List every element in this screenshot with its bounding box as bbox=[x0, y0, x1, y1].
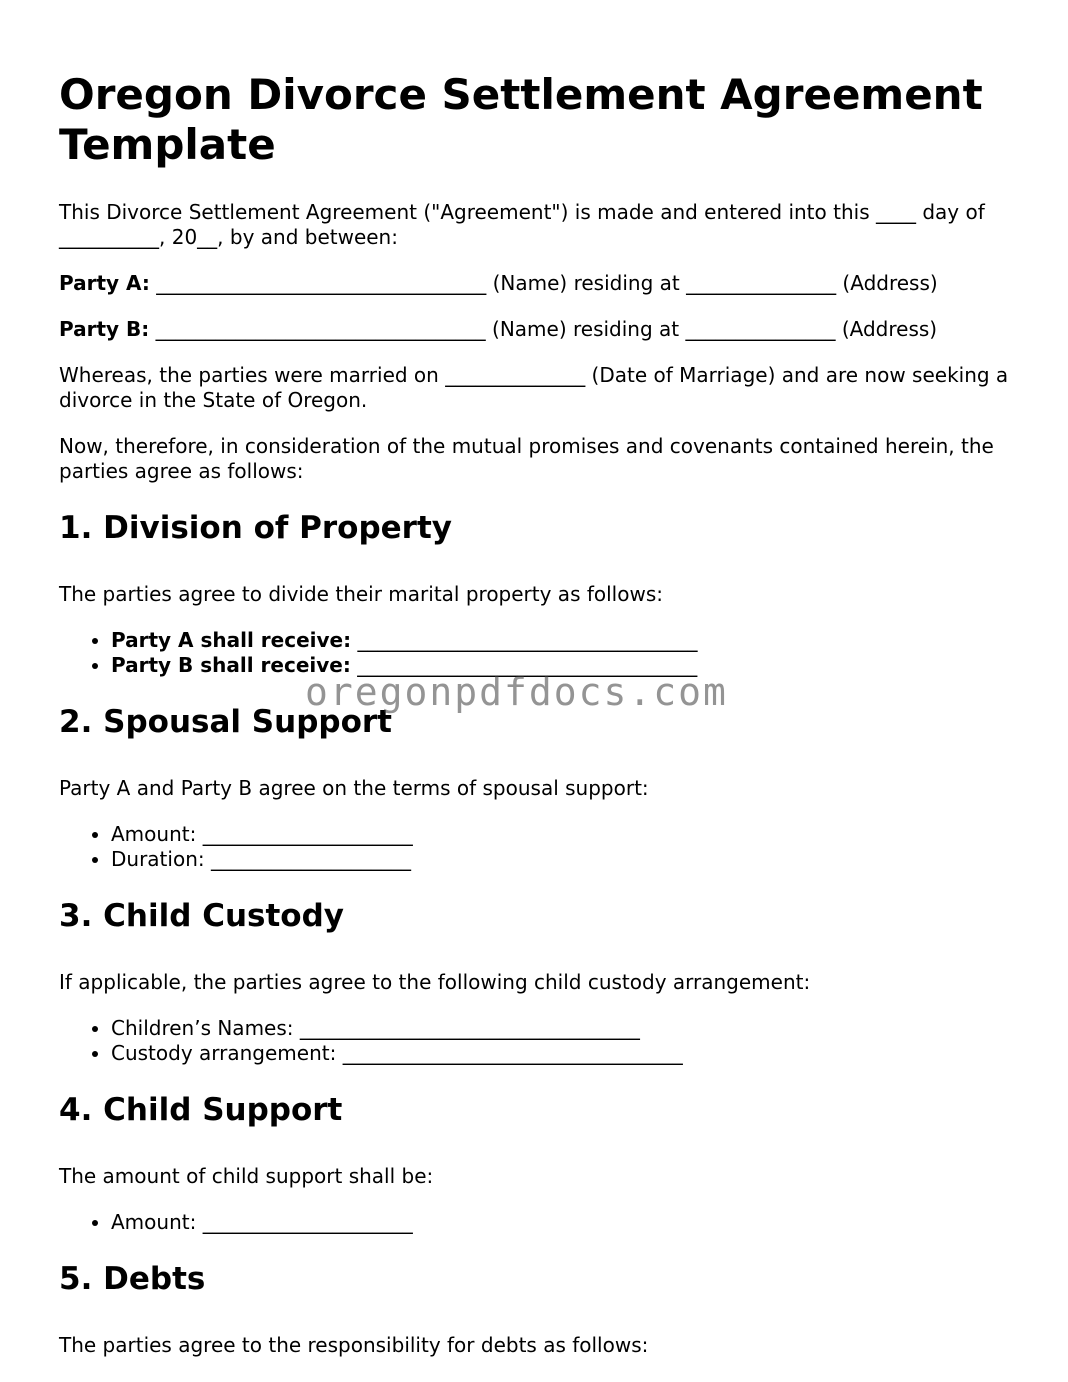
list-item-label: Party A shall receive: bbox=[111, 628, 352, 652]
party-b-label: Party B: bbox=[59, 317, 150, 341]
list-item bbox=[111, 628, 1009, 653]
list-item: • Children’s Names: __________________________________ bbox=[111, 1016, 1009, 1041]
intro-paragraph: This Divorce Settlement Agreement ("Agreement") is made and entered into this ____ day of __________, 20__, by and between: bbox=[59, 200, 985, 249]
list-item: • Duration: ____________________ bbox=[111, 847, 1009, 872]
party-a-label: Party A: bbox=[59, 271, 150, 295]
watermark: oregonpdfdocs.com bbox=[305, 670, 728, 714]
list-item: • Amount: _____________________ bbox=[111, 1210, 1009, 1235]
list-item-label: Party B shall receive: bbox=[111, 653, 351, 677]
section-heading-custody: 3. Child Custody bbox=[59, 898, 344, 934]
list-item-blank: __________________________________ bbox=[351, 628, 698, 652]
party-a-line bbox=[59, 271, 1009, 296]
list-item: • Custody arrangement: __________________________________ bbox=[111, 1041, 1009, 1066]
list-item bbox=[111, 653, 1009, 678]
section-heading-spousal: 2. Spousal Support bbox=[59, 704, 392, 740]
spousal-list bbox=[59, 822, 1009, 872]
section-text-spousal: Party A and Party B agree on the terms of spousal support: bbox=[59, 776, 649, 800]
section-heading-debts: 5. Debts bbox=[59, 1261, 206, 1297]
child-support-list bbox=[59, 1210, 1009, 1235]
party-b-fields: _________________________________ (Name) residing at _______________ (Address) bbox=[149, 317, 938, 341]
whereas-paragraph: Whereas, the parties were married on ______________ (Date of Marriage) and are now seeking a divorce in the State of Oregon. bbox=[59, 363, 1009, 412]
list-item-blank: __________________________________ bbox=[350, 653, 698, 677]
now-therefore-paragraph: Now, therefore, in consideration of the mutual promises and covenants contained herein, the parties agree as follows: bbox=[59, 434, 994, 483]
section-text-debts: The parties agree to the responsibility for debts as follows: bbox=[59, 1333, 649, 1357]
party-a-fields: _________________________________ (Name) residing at _______________ (Address) bbox=[149, 271, 938, 295]
document-page bbox=[59, 70, 1009, 1379]
property-list bbox=[59, 628, 1009, 678]
section-heading-property: 1. Division of Property bbox=[59, 510, 452, 546]
section-text-custody: If applicable, the parties agree to the following child custody arrangement: bbox=[59, 970, 811, 994]
list-item: • Amount: _____________________ bbox=[111, 822, 1009, 847]
section-text-property: The parties agree to divide their marital property as follows: bbox=[59, 582, 663, 606]
section-text-child-support: The amount of child support shall be: bbox=[59, 1164, 434, 1188]
party-b-line bbox=[59, 317, 1009, 342]
section-heading-child-support: 4. Child Support bbox=[59, 1092, 343, 1128]
custody-list bbox=[59, 1016, 1009, 1066]
page-title: Oregon Divorce Settlement Agreement Template bbox=[59, 70, 983, 169]
